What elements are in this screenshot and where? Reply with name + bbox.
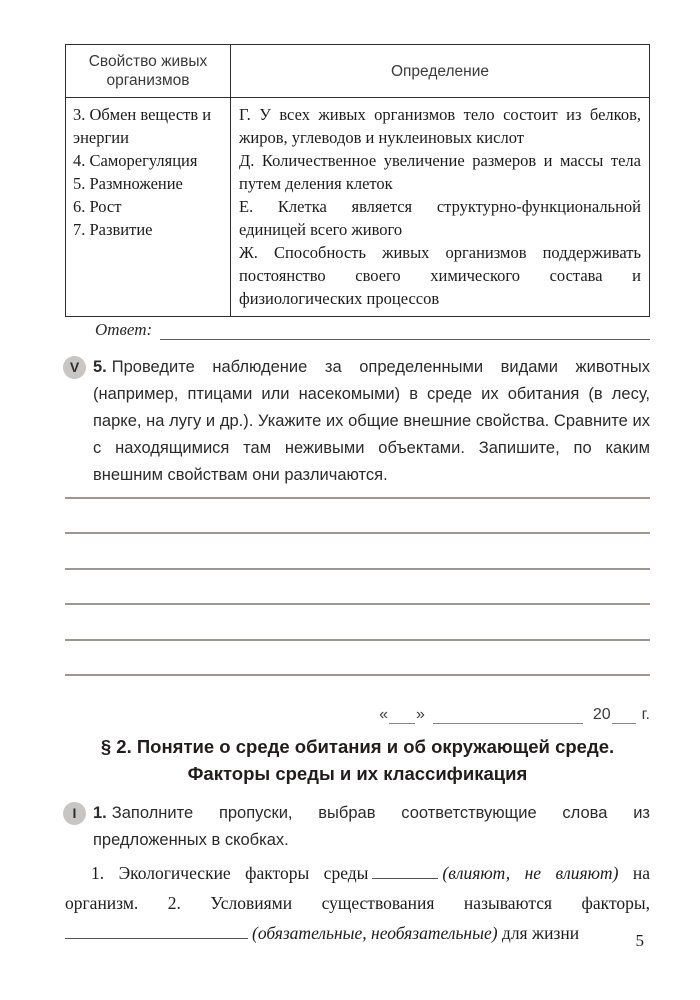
task-1 [65,800,650,854]
fill-in-paragraph [65,858,650,948]
task-1-text: Заполните пропуски, выбрав соответствующие слова из предложенных в скобках. [93,804,650,849]
writing-line[interactable] [65,497,650,499]
section-heading-line1: § 2. Понятие о среде обитания и об окружающей среде. [100,736,615,757]
date-century: 20 [592,706,611,723]
definition-item: Ж. Способность живых организмов поддерживать постоянство своего химического состава и физиологических процессов [239,243,641,308]
table-header-definition: Определение [390,62,489,80]
date-row [65,702,650,724]
fill-s1-options: (влияют, не влияют) [442,863,619,883]
writing-line[interactable] [65,674,650,676]
writing-area [65,497,650,709]
date-year-blank[interactable] [612,705,636,724]
difficulty-badge-i: I [63,802,86,825]
fill-s2-options: (обязательные, необязательные) [252,923,498,943]
answer-blank-line[interactable] [160,320,650,340]
table-cell-properties [66,98,231,316]
task-5 [65,354,650,489]
table-header-row [66,45,649,98]
fill-s2-after: для жизни [501,923,580,943]
fill-s1-blank[interactable] [372,864,438,879]
property-item: 5. Размножение [73,174,183,193]
answer-row [95,320,650,340]
writing-line[interactable] [65,532,650,534]
table-body-row [66,98,649,316]
fill-s1-after: на организм. 2. Условиями существования называются факторы, [65,863,651,913]
task-1-number: 1. [93,804,107,822]
property-item: 4. Саморегуляция [73,151,198,170]
date-year-word: г. [641,706,650,723]
writing-line[interactable] [65,603,650,605]
writing-line[interactable] [65,568,650,570]
answer-label: Ответ: [95,320,153,339]
property-item: 6. Рост [73,197,122,216]
matching-table [65,44,650,317]
table-header-property: Свойство живых организмов [66,45,231,97]
difficulty-badge-v: V [63,356,86,379]
property-item: 3. Обмен веществ и энергии [73,105,212,147]
date-open-quote: « [379,706,388,723]
fill-s2-blank[interactable] [65,924,248,939]
section-heading-line2: Факторы среды и их классификация [187,763,528,784]
date-day-blank[interactable] [389,705,415,724]
table-cell-definitions [231,98,649,316]
section-heading [65,733,650,787]
task-5-text: Проведите наблюдение за определенными видами животных (например, птицами или насекомыми) в среде их обитания (в лесу, парке, на лугу и др.). Укажите их общие внешние свойства. Сравните их с находящимися там неживыми объектами. Запишите, по каким внешним свойствам они различаются. [93,358,650,484]
property-item: 7. Развитие [73,220,153,239]
definition-item: Д. Количественное увеличение размеров и массы тела путем деления клеток [239,151,641,193]
definition-item: Г. У всех живых организмов тело состоит из белков, жиров, углеводов и нуклеиновых кислот [239,105,641,147]
writing-line[interactable] [65,639,650,641]
fill-s1-before: 1. Экологические факторы среды [91,863,369,883]
task-5-number: 5. [93,358,107,376]
date-month-blank[interactable] [433,705,583,724]
date-close-quote: » [415,706,425,723]
definition-item: Е. Клетка является структурно-функциональной единицей всего живого [239,197,641,239]
page-number: 5 [635,931,644,950]
